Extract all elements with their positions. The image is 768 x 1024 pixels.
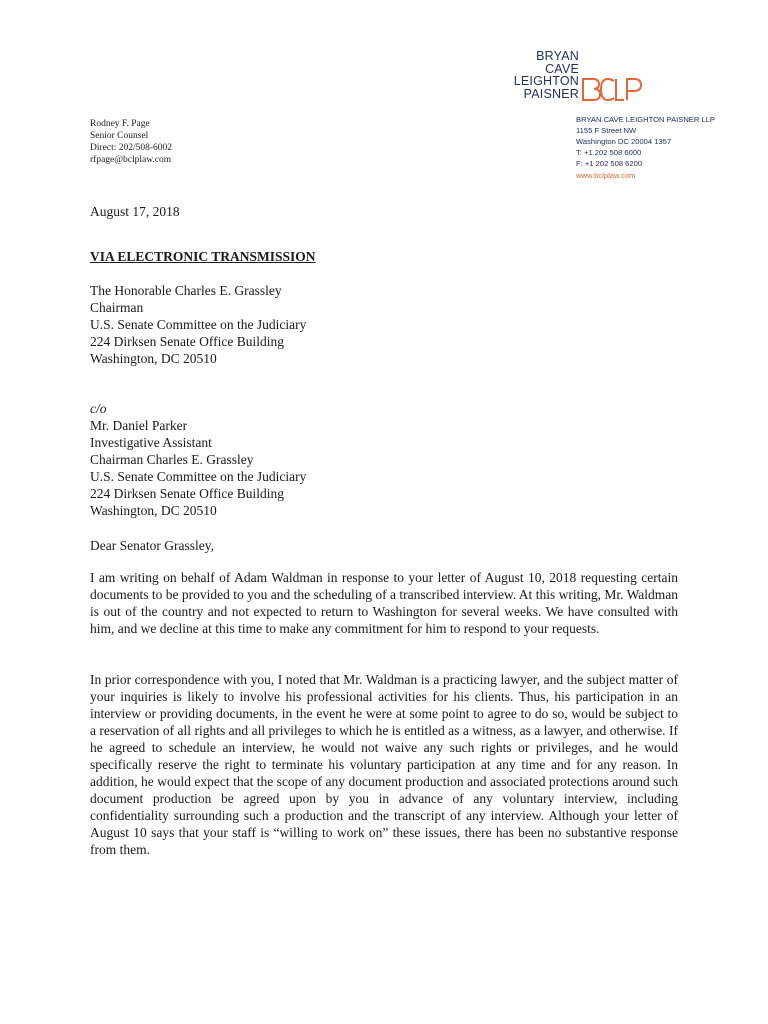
logo-word: LEIGHTON	[513, 74, 579, 88]
firm-logo	[505, 50, 645, 106]
sender-name: Rodney F. Page	[90, 119, 150, 129]
address-line: U.S. Senate Committee on the Judiciary	[90, 469, 307, 484]
address-line: 224 Dirksen Senate Office Building	[90, 486, 284, 501]
firm-contact-block	[576, 114, 715, 181]
address-line: 224 Dirksen Senate Office Building	[90, 334, 284, 349]
sender-title: Senior Counsel	[90, 131, 149, 141]
letter-date: August 17, 2018	[90, 204, 180, 219]
firm-phone: T: +1 202 508 6000	[576, 148, 642, 157]
address-line: Chairman	[90, 300, 144, 315]
address-line: The Honorable Charles E. Grassley	[90, 283, 282, 298]
care-of-address	[90, 417, 306, 519]
firm-street: 1155 F Street NW	[576, 126, 637, 135]
address-line: U.S. Senate Committee on the Judiciary	[90, 317, 307, 332]
logo-word: PAISNER	[523, 86, 579, 101]
sender-direct: Direct: 202/508-6002	[90, 143, 173, 153]
sender-email[interactable]: rfpage@bclplaw.com	[90, 155, 172, 165]
logo-word: CAVE	[545, 61, 579, 76]
firm-logo-wordmark	[514, 50, 579, 100]
address-line: Chairman Charles E. Grassley	[90, 452, 254, 467]
body-paragraph-1: I am writing on behalf of Adam Waldman in response to your letter of August 10, 2018 requesting certain documents to be provided to you and the scheduling of a transcribed interview. At this writing, Mr. Waldman is out of the country and not expected to return to Washington for several weeks. We have consulted with him, and we decline at this time to make any commitment for him to respond to your requests.	[90, 570, 678, 636]
address-line: Washington, DC 20510	[90, 351, 217, 366]
logo-word: BRYAN	[536, 49, 579, 63]
body-paragraph-2: In prior correspondence with you, I noted that Mr. Waldman is a practicing lawyer, and the subject matter of your inquiries is likely to involve his professional activities for his clients. Thus, his participation in an interview or providing documents, in the event he were at some point to agree to do so, would be subject to a reservation of all rights and all privileges to which he is entitled as a witness, as a lawyer, and otherwise. If he agreed to schedule an interview, he would not waive any such rights or privileges, and he would specifically reserve the right to terminate his voluntary participation at any time and for any reason. In addition, he would expect that the scope of any document production and associated protections around such document production be agreed upon by you in advance of any voluntary interview, including confidentiality surrounding such a production and the transcript of any interview. Although your letter of August 10 says that your staff is “willing to work on” these issues, there has been no substantive response from them.	[90, 672, 678, 857]
firm-city: Washington DC 20004 1357	[576, 137, 672, 146]
sender-block	[90, 118, 172, 166]
firm-fax: F: +1 202 508 6200	[576, 159, 643, 168]
firm-website-link[interactable]: www.bclplaw.com	[576, 171, 636, 180]
address-line: Investigative Assistant	[90, 435, 212, 450]
address-line: Mr. Daniel Parker	[90, 418, 188, 433]
delivery-method: VIA ELECTRONIC TRANSMISSION	[90, 249, 316, 264]
address-line: Washington, DC 20510	[90, 503, 217, 518]
salutation: Dear Senator Grassley,	[90, 538, 214, 553]
recipient-address	[90, 282, 306, 367]
firm-name: BRYAN CAVE LEIGHTON PAISNER LLP	[576, 115, 715, 124]
bclp-monogram-icon	[581, 76, 643, 102]
care-of-label: c/o	[90, 401, 107, 416]
